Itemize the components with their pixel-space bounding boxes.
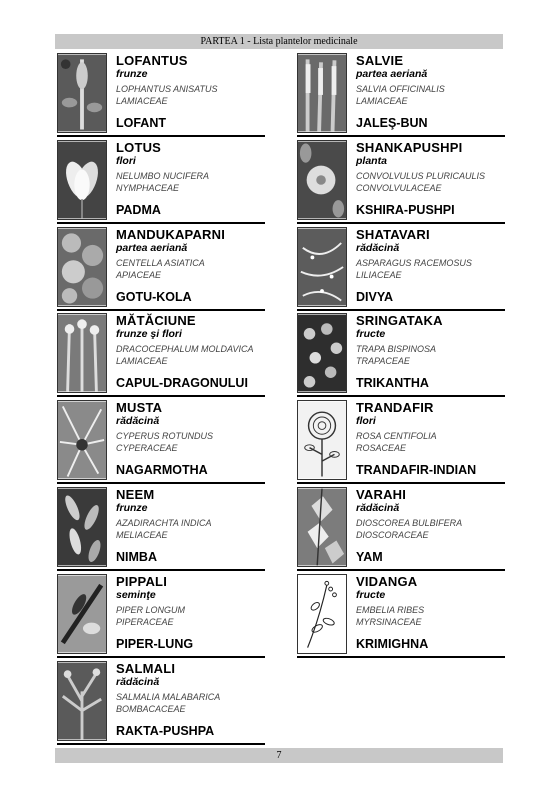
plant-photo-musta <box>57 400 107 480</box>
plant-part: rădăcină <box>356 242 400 254</box>
plant-family: CONVOLVULACEAE <box>356 183 442 193</box>
local-name: KRIMIGHNA <box>356 637 429 651</box>
local-name: YAM <box>356 550 383 564</box>
latin-name: AZADIRACHTA INDICA <box>116 518 212 528</box>
plant-entry-shatavari <box>297 227 505 311</box>
plant-entry-shankapushpi <box>297 140 505 224</box>
plant-entry-lofantus <box>57 53 265 137</box>
plant-photo-neem <box>57 487 107 567</box>
entry-divider <box>57 656 265 658</box>
entry-divider <box>297 569 505 571</box>
local-name: JALEŞ-BUN <box>356 116 428 130</box>
plant-entry-vidanga <box>297 574 505 658</box>
local-name: NIMBA <box>116 550 157 564</box>
plant-entry-sringataka <box>297 313 505 397</box>
entry-divider <box>57 569 265 571</box>
plant-photo-trandafir <box>297 400 347 480</box>
plant-family: TRAPACEAE <box>356 356 410 366</box>
latin-name: PIPER LONGUM <box>116 605 186 615</box>
plant-entry-salmali <box>57 661 265 745</box>
plant-photo-shankapushpi <box>297 140 347 220</box>
plant-name: TRANDAFIR <box>356 400 434 415</box>
entry-divider <box>297 656 505 658</box>
plant-name: VARAHI <box>356 487 407 502</box>
plant-part: rădăcină <box>116 676 160 688</box>
plant-part: fructe <box>356 328 386 340</box>
local-name: PADMA <box>116 203 161 217</box>
plant-family: MELIACEAE <box>116 530 168 540</box>
local-name: RAKTA-PUSHPA <box>116 724 215 738</box>
plant-name: SALVIE <box>356 53 404 68</box>
entry-divider <box>297 395 505 397</box>
local-name: GOTU-KOLA <box>116 290 192 304</box>
latin-name: LOPHANTUS ANISATUS <box>116 84 218 94</box>
plant-name: LOTUS <box>116 140 162 155</box>
plant-part: rădăcină <box>356 502 400 514</box>
plant-family: NYMPHACEAE <box>116 183 180 193</box>
plant-entry-mandukaparni <box>57 227 265 311</box>
plant-name: SHANKAPUSHPI <box>356 140 463 155</box>
latin-name: DRACOCEPHALUM MOLDAVICA <box>116 344 254 354</box>
latin-name: SALMALIA MALABARICA <box>116 692 221 702</box>
latin-name: CENTELLA ASIATICA <box>116 258 205 268</box>
plant-photo-shatavari <box>297 227 347 307</box>
plant-name: SRINGATAKA <box>356 313 443 328</box>
plant-family: LAMIACEAE <box>356 96 408 106</box>
local-name: TRANDAFIR-INDIAN <box>356 463 477 477</box>
plant-part: flori <box>356 415 376 427</box>
plant-family: LAMIACEAE <box>116 96 168 106</box>
plant-family: ROSACEAE <box>356 443 407 453</box>
plant-photo-mataciune <box>57 313 107 393</box>
plant-part: partea aeriană <box>356 68 428 80</box>
latin-name: CONVOLVULUS PLURICAULIS <box>356 171 486 181</box>
plant-photo-sringataka <box>297 313 347 393</box>
plant-family: CYPERACEAE <box>116 443 178 453</box>
plant-drawing-vidanga <box>297 574 347 654</box>
entry-divider <box>297 222 505 224</box>
local-name: NAGARMOTHA <box>116 463 208 477</box>
latin-name: DIOSCOREA BULBIFERA <box>356 518 463 528</box>
entry-divider <box>57 222 265 224</box>
latin-name: SALVIA OFFICINALIS <box>356 84 445 94</box>
page-header: PARTEA 1 - Lista plantelor medicinale <box>55 34 503 49</box>
plant-photo-salvie <box>297 53 347 133</box>
plant-entry-mataciune <box>57 313 265 397</box>
latin-name: TRAPA BISPINOSA <box>356 344 437 354</box>
latin-name: EMBELIA RIBES <box>356 605 425 615</box>
plant-part: rădăcină <box>116 415 160 427</box>
plant-entry-lotus <box>57 140 265 224</box>
plant-family: LAMIACEAE <box>116 356 168 366</box>
plant-part: planta <box>356 155 387 167</box>
latin-name: CYPERUS ROTUNDUS <box>116 431 214 441</box>
entry-divider <box>57 309 265 311</box>
plant-part: frunze <box>116 68 148 80</box>
plant-name: PIPPALI <box>116 574 168 589</box>
entry-divider <box>57 743 265 745</box>
local-name: DIVYA <box>356 290 394 304</box>
entry-divider <box>297 135 505 137</box>
plant-part: seminţe <box>116 589 156 601</box>
plant-entry-trandafir <box>297 400 505 484</box>
entry-divider <box>297 309 505 311</box>
plant-name: MANDUKAPARNI <box>116 227 226 242</box>
local-name: PIPER-LUNG <box>116 637 194 651</box>
plant-entry-varahi <box>297 487 505 571</box>
plant-family: LILIACEAE <box>356 270 402 280</box>
plant-part: flori <box>116 155 136 167</box>
plant-part: fructe <box>356 589 386 601</box>
entry-divider <box>57 482 265 484</box>
plant-family: DIOSCORACEAE <box>356 530 429 540</box>
entry-divider <box>57 135 265 137</box>
plant-photo-lofantus <box>57 53 107 133</box>
local-name: KSHIRA-PUSHPI <box>356 203 455 217</box>
plant-entry-musta <box>57 400 265 484</box>
entry-divider <box>297 482 505 484</box>
plant-name: MUSTA <box>116 400 163 415</box>
plant-family: APIACEAE <box>116 270 162 280</box>
local-name: TRIKANTHA <box>356 376 429 390</box>
latin-name: NELUMBO NUCIFERA <box>116 171 210 181</box>
plant-family: MYRSINACEAE <box>356 617 422 627</box>
latin-name: ASPARAGUS RACEMOSUS <box>356 258 472 268</box>
page-number: 7 <box>55 748 503 763</box>
plant-photo-mandukaparni <box>57 227 107 307</box>
latin-name: ROSA CENTIFOLIA <box>356 431 437 441</box>
plant-family: BOMBACACEAE <box>116 704 186 714</box>
plant-name: NEEM <box>116 487 155 502</box>
plant-part: frunze <box>116 502 148 514</box>
plant-name: MĂTĂCIUNE <box>116 313 196 328</box>
plant-name: SALMALI <box>116 661 176 676</box>
plant-name: SHATAVARI <box>356 227 430 242</box>
plant-photo-varahi <box>297 487 347 567</box>
plant-entry-salvie <box>297 53 505 137</box>
plant-entry-neem <box>57 487 265 571</box>
plant-part: partea aeriană <box>116 242 188 254</box>
plant-part: frunze şi flori <box>116 328 182 340</box>
plant-photo-salmali <box>57 661 107 741</box>
plant-family: PIPERACEAE <box>116 617 174 627</box>
plant-name: VIDANGA <box>356 574 418 589</box>
plant-entry-pippali <box>57 574 265 658</box>
plant-name: LOFANTUS <box>116 53 188 68</box>
plant-photo-lotus <box>57 140 107 220</box>
local-name: CAPUL-DRAGONULUI <box>116 376 248 390</box>
entry-divider <box>57 395 265 397</box>
plant-photo-pippali <box>57 574 107 654</box>
local-name: LOFANT <box>116 116 166 130</box>
